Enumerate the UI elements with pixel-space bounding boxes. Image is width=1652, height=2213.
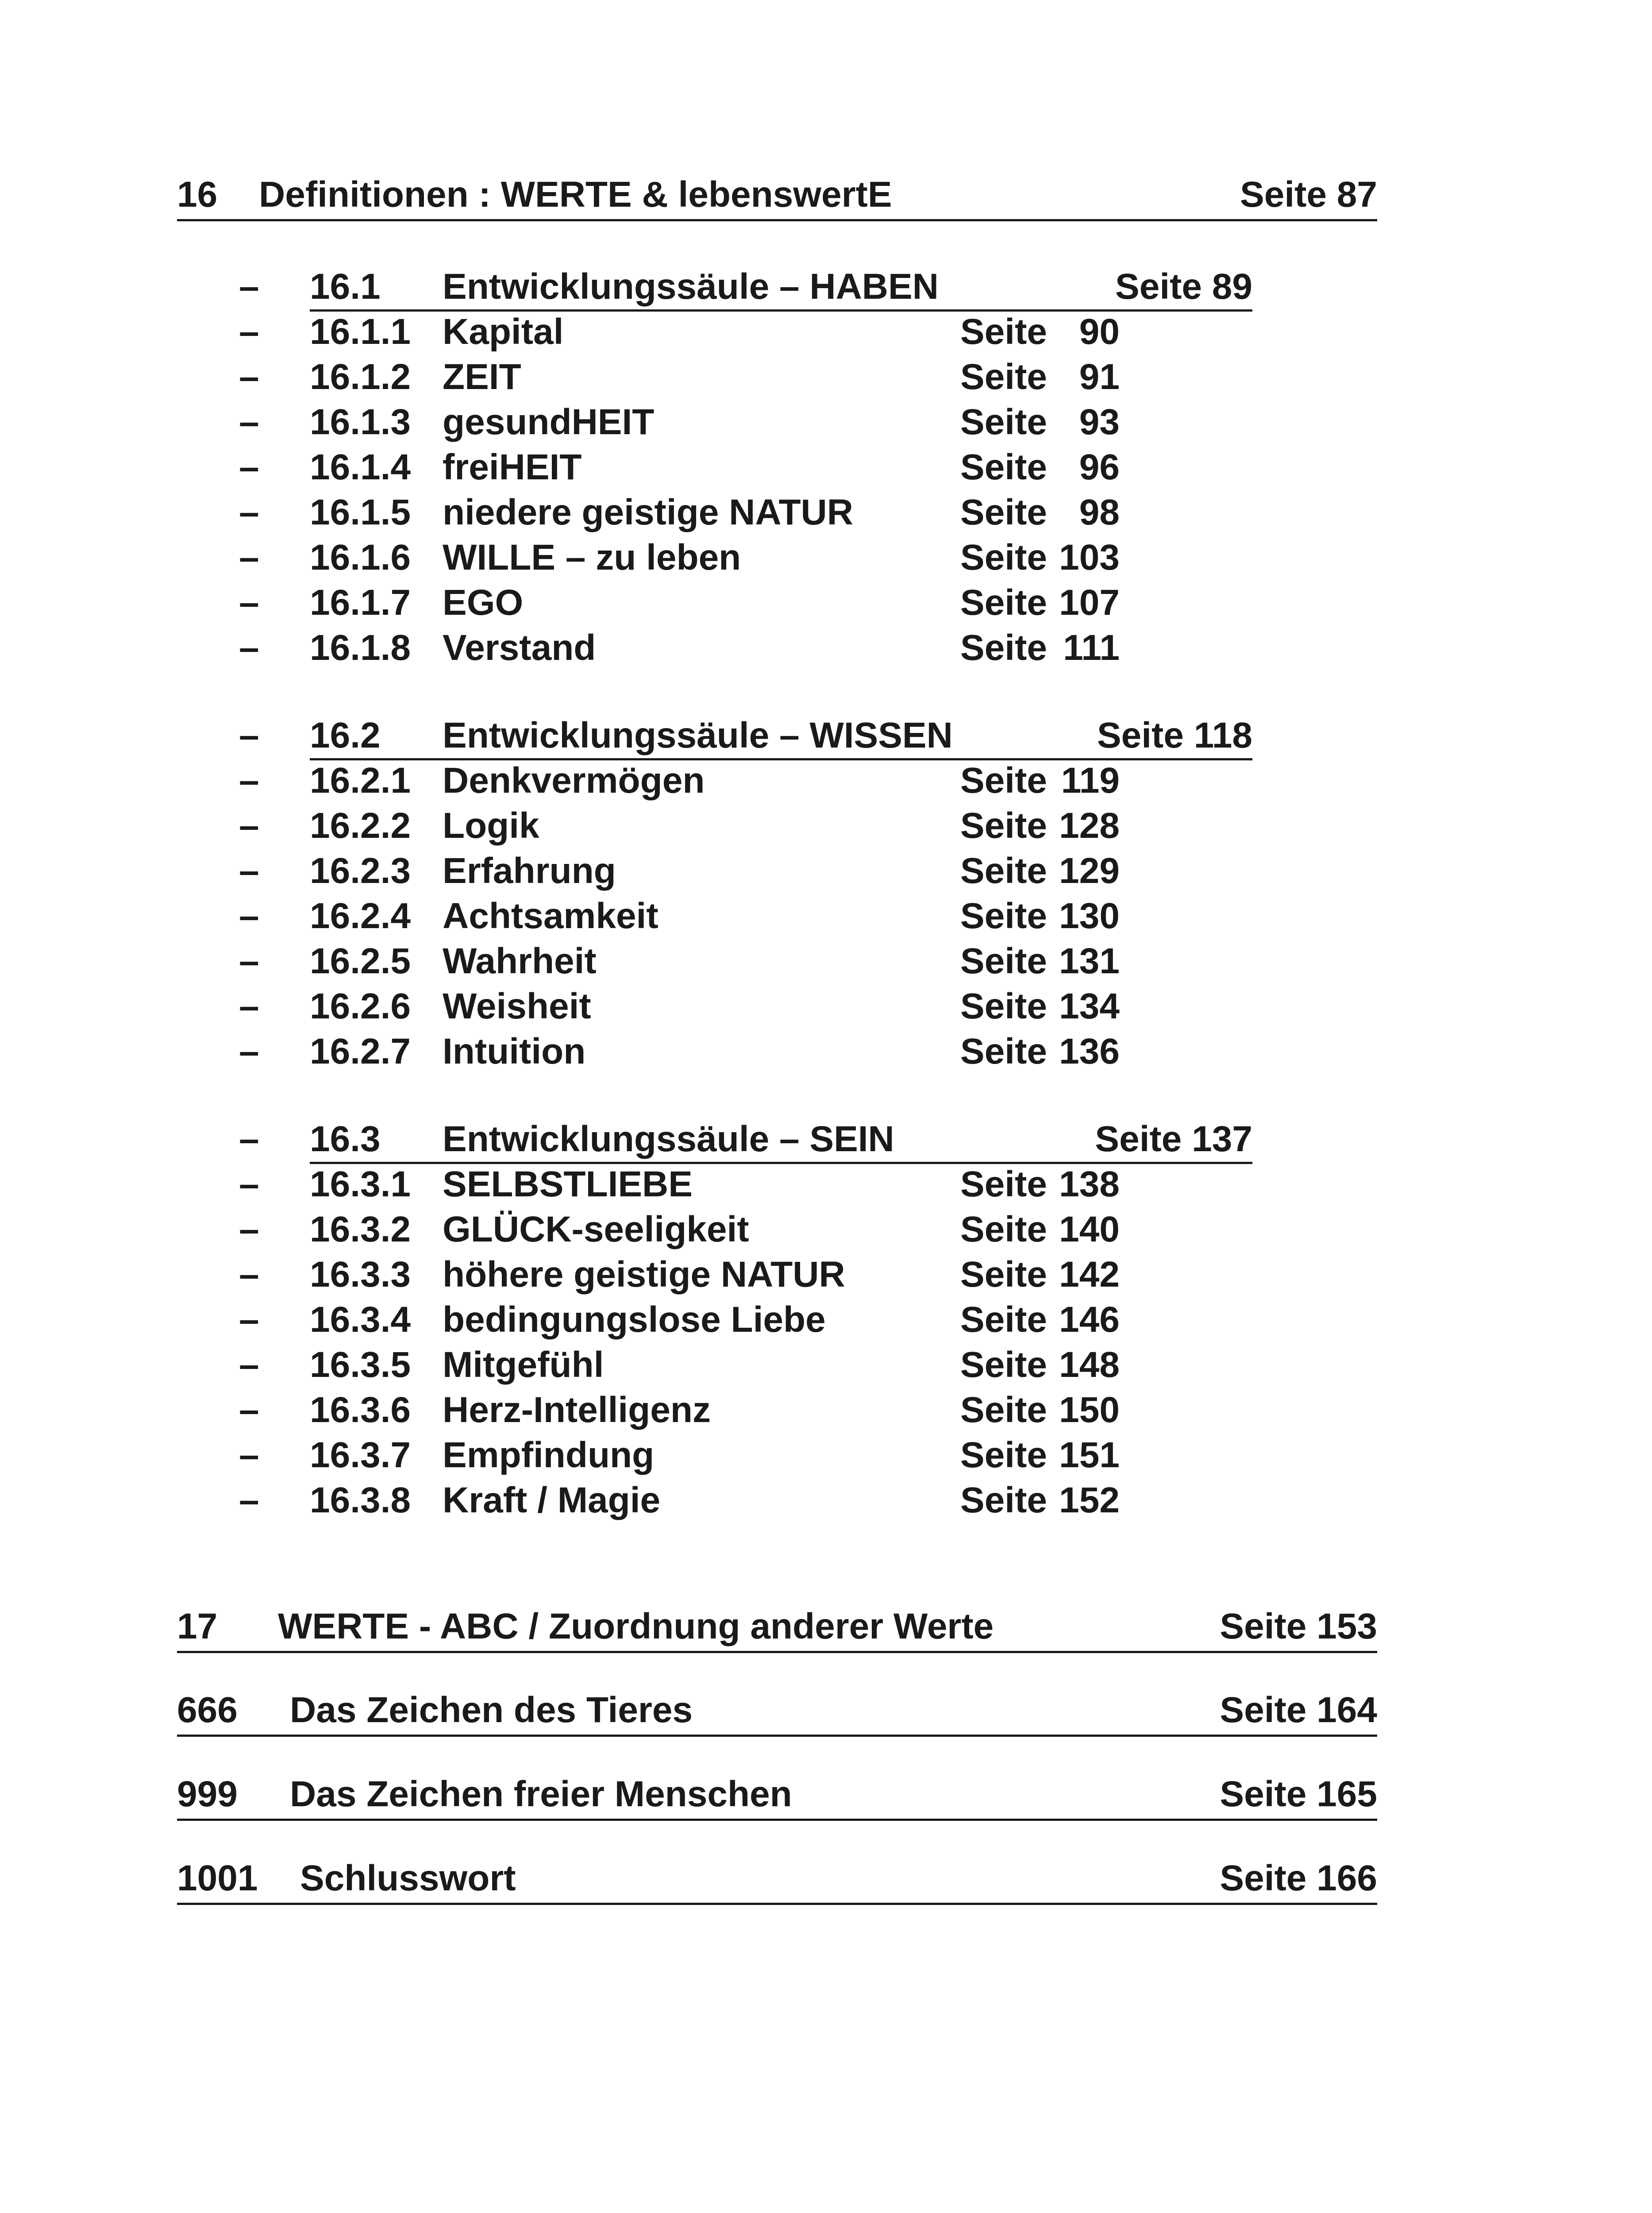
chapter-page: Seite 153 bbox=[1220, 1606, 1377, 1646]
chapter-title: WERTE - ABC / Zuordnung anderer Werte bbox=[278, 1606, 994, 1646]
dash: – bbox=[239, 1119, 259, 1159]
chapter-title: Schlusswort bbox=[300, 1858, 516, 1898]
item-title: EGO bbox=[443, 582, 524, 623]
item-title: höhere geistige NATUR bbox=[443, 1254, 845, 1295]
item-number: 16.1.7 bbox=[310, 582, 411, 623]
chapter-number: 999 bbox=[177, 1774, 238, 1814]
item-title: Verstand bbox=[443, 628, 596, 668]
chapter-number: 666 bbox=[177, 1690, 238, 1730]
item-number: 16.1.6 bbox=[310, 537, 411, 578]
toc-chapter-999[interactable] bbox=[177, 1770, 1377, 1821]
dash: – bbox=[239, 1480, 259, 1520]
toc-item[interactable] bbox=[239, 625, 1301, 671]
item-title: Mitgefühl bbox=[443, 1345, 604, 1385]
item-page: Seite 119 bbox=[960, 760, 1120, 801]
item-page: Seite 103 bbox=[960, 537, 1120, 578]
toc-chapter-1001[interactable] bbox=[177, 1854, 1377, 1905]
item-title: Denkvermögen bbox=[443, 760, 705, 801]
toc-item[interactable] bbox=[239, 984, 1301, 1029]
item-page: Seite 140 bbox=[960, 1209, 1120, 1249]
dash: – bbox=[239, 1435, 259, 1475]
dash: – bbox=[239, 896, 259, 936]
item-title: Achtsamkeit bbox=[443, 896, 658, 936]
item-title: Empfindung bbox=[443, 1435, 655, 1475]
section-title: Entwicklungssäule – SEIN bbox=[443, 1119, 894, 1159]
dash: – bbox=[239, 1390, 259, 1430]
item-page: Seite 107 bbox=[960, 582, 1120, 623]
dash: – bbox=[239, 582, 259, 623]
toc-item[interactable] bbox=[239, 1388, 1301, 1433]
item-number: 16.3.8 bbox=[310, 1480, 411, 1520]
chapter-page: Seite 166 bbox=[1220, 1858, 1377, 1898]
toc-item[interactable] bbox=[239, 490, 1301, 535]
section-number: 16.1 bbox=[310, 266, 381, 307]
chapter-page: Seite 87 bbox=[1240, 174, 1377, 215]
toc-item[interactable] bbox=[239, 1297, 1301, 1342]
dash: – bbox=[239, 1254, 259, 1295]
item-title: GLÜCK-seeligkeit bbox=[443, 1209, 749, 1249]
toc-item[interactable] bbox=[239, 803, 1301, 848]
dash: – bbox=[239, 402, 259, 442]
item-title: Wahrheit bbox=[443, 941, 597, 981]
dash: – bbox=[239, 986, 259, 1026]
toc-item[interactable] bbox=[239, 1478, 1301, 1523]
dash: – bbox=[239, 1299, 259, 1340]
item-title: gesundHEIT bbox=[443, 402, 655, 442]
item-number: 16.3.2 bbox=[310, 1209, 411, 1249]
item-page: Seite 152 bbox=[960, 1480, 1120, 1520]
item-title: Herz-Intelligenz bbox=[443, 1390, 711, 1430]
dash: – bbox=[239, 628, 259, 668]
item-page: Seite 146 bbox=[960, 1299, 1120, 1340]
chapter-number: 17 bbox=[177, 1606, 218, 1646]
toc-item[interactable] bbox=[239, 1207, 1301, 1252]
item-page: Seite 91 bbox=[960, 357, 1120, 397]
item-number: 16.3.6 bbox=[310, 1390, 411, 1430]
item-number: 16.2.2 bbox=[310, 806, 411, 846]
chapter-title: Definitionen : WERTE & lebenswertE bbox=[259, 174, 892, 215]
toc-item[interactable] bbox=[239, 355, 1301, 400]
dash: – bbox=[239, 492, 259, 532]
dash: – bbox=[239, 1164, 259, 1204]
item-title: Erfahrung bbox=[443, 851, 616, 891]
toc-chapter-17[interactable] bbox=[177, 1602, 1377, 1653]
toc-item[interactable] bbox=[239, 1252, 1301, 1297]
toc-item[interactable] bbox=[239, 894, 1301, 939]
chapter-page: Seite 165 bbox=[1220, 1774, 1377, 1814]
toc-item[interactable] bbox=[239, 580, 1301, 625]
item-page: Seite 151 bbox=[960, 1435, 1120, 1475]
item-number: 16.3.7 bbox=[310, 1435, 411, 1475]
item-number: 16.2.5 bbox=[310, 941, 411, 981]
item-number: 16.1.8 bbox=[310, 628, 411, 668]
item-number: 16.1.3 bbox=[310, 402, 411, 442]
item-page: Seite 111 bbox=[960, 628, 1120, 668]
toc-item[interactable] bbox=[239, 309, 1301, 355]
item-page: Seite 131 bbox=[960, 941, 1120, 981]
chapter-title: Das Zeichen des Tieres bbox=[290, 1690, 693, 1730]
item-page: Seite 129 bbox=[960, 851, 1120, 891]
dash: – bbox=[239, 760, 259, 801]
dash: – bbox=[239, 851, 259, 891]
dash: – bbox=[239, 447, 259, 487]
chapter-title: Das Zeichen freier Menschen bbox=[290, 1774, 792, 1814]
item-number: 16.2.1 bbox=[310, 760, 411, 801]
section-title: Entwicklungssäule – HABEN bbox=[443, 266, 939, 307]
dash: – bbox=[239, 715, 259, 756]
item-title: freiHEIT bbox=[443, 447, 582, 487]
item-number: 16.1.5 bbox=[310, 492, 411, 532]
toc-item[interactable] bbox=[239, 445, 1301, 490]
item-page: Seite 134 bbox=[960, 986, 1120, 1026]
dash: – bbox=[239, 941, 259, 981]
chapter-number: 1001 bbox=[177, 1858, 258, 1898]
item-title: Weisheit bbox=[443, 986, 591, 1026]
dash: – bbox=[239, 312, 259, 352]
toc-item[interactable] bbox=[239, 400, 1301, 445]
toc-section-16-2[interactable]: – 16.2 Entwicklungssäule – WISSEN Seite 118 bbox=[239, 713, 1301, 758]
item-number: 16.3.3 bbox=[310, 1254, 411, 1295]
item-number: 16.3.1 bbox=[310, 1164, 411, 1204]
item-title: bedingungslose Liebe bbox=[443, 1299, 826, 1340]
dash: – bbox=[239, 357, 259, 397]
item-number: 16.2.6 bbox=[310, 986, 411, 1026]
item-number: 16.3.4 bbox=[310, 1299, 411, 1340]
item-number: 16.1.4 bbox=[310, 447, 411, 487]
item-title: Intuition bbox=[443, 1031, 586, 1072]
item-title: SELBSTLIEBE bbox=[443, 1164, 693, 1204]
dash: – bbox=[239, 1209, 259, 1249]
item-page: Seite 136 bbox=[960, 1031, 1120, 1072]
item-number: 16.3.5 bbox=[310, 1345, 411, 1385]
item-number: 16.1.2 bbox=[310, 357, 411, 397]
item-page: Seite 150 bbox=[960, 1390, 1120, 1430]
item-page: Seite 142 bbox=[960, 1254, 1120, 1295]
toc-item[interactable] bbox=[239, 1433, 1301, 1478]
section-number: 16.2 bbox=[310, 715, 381, 756]
section-number: 16.3 bbox=[310, 1119, 381, 1159]
item-title: niedere geistige NATUR bbox=[443, 492, 853, 532]
dash: – bbox=[239, 266, 259, 307]
dash: – bbox=[239, 806, 259, 846]
toc-item[interactable] bbox=[239, 939, 1301, 984]
item-page: Seite 128 bbox=[960, 806, 1120, 846]
chapter-page: Seite 164 bbox=[1220, 1690, 1377, 1730]
item-title: WILLE – zu leben bbox=[443, 537, 741, 578]
toc-item[interactable] bbox=[239, 758, 1301, 803]
toc-section-16-1[interactable]: – 16.1 Entwicklungssäule – HABEN Seite 89 bbox=[239, 264, 1301, 309]
item-number: 16.1.1 bbox=[310, 312, 411, 352]
item-page: Seite 138 bbox=[960, 1164, 1120, 1204]
item-page: Seite 148 bbox=[960, 1345, 1120, 1385]
section-title: Entwicklungssäule – WISSEN bbox=[443, 715, 953, 756]
toc-item[interactable] bbox=[239, 1029, 1301, 1074]
item-page: Seite 96 bbox=[960, 447, 1120, 487]
toc-item[interactable] bbox=[239, 848, 1301, 894]
item-page: Seite 93 bbox=[960, 402, 1120, 442]
item-title: Kapital bbox=[443, 312, 564, 352]
dash: – bbox=[239, 1345, 259, 1385]
item-number: 16.2.7 bbox=[310, 1031, 411, 1072]
toc-item[interactable] bbox=[239, 1162, 1301, 1207]
dash: – bbox=[239, 1031, 259, 1072]
toc-item[interactable] bbox=[239, 535, 1301, 580]
toc-item[interactable] bbox=[239, 1342, 1301, 1388]
dash: – bbox=[239, 537, 259, 578]
item-number: 16.2.4 bbox=[310, 896, 411, 936]
item-page: Seite 98 bbox=[960, 492, 1120, 532]
item-title: Logik bbox=[443, 806, 539, 846]
item-page: Seite 130 bbox=[960, 896, 1120, 936]
item-title: Kraft / Magie bbox=[443, 1480, 661, 1520]
toc-chapter-666[interactable] bbox=[177, 1686, 1377, 1737]
item-page: Seite 90 bbox=[960, 312, 1120, 352]
item-title: ZEIT bbox=[443, 357, 521, 397]
toc-section-16-3[interactable]: – 16.3 Entwicklungssäule – SEIN Seite 137 bbox=[239, 1117, 1301, 1162]
chapter-number: 16 bbox=[177, 174, 218, 215]
item-number: 16.2.3 bbox=[310, 851, 411, 891]
toc-chapter-16[interactable] bbox=[177, 170, 1377, 221]
